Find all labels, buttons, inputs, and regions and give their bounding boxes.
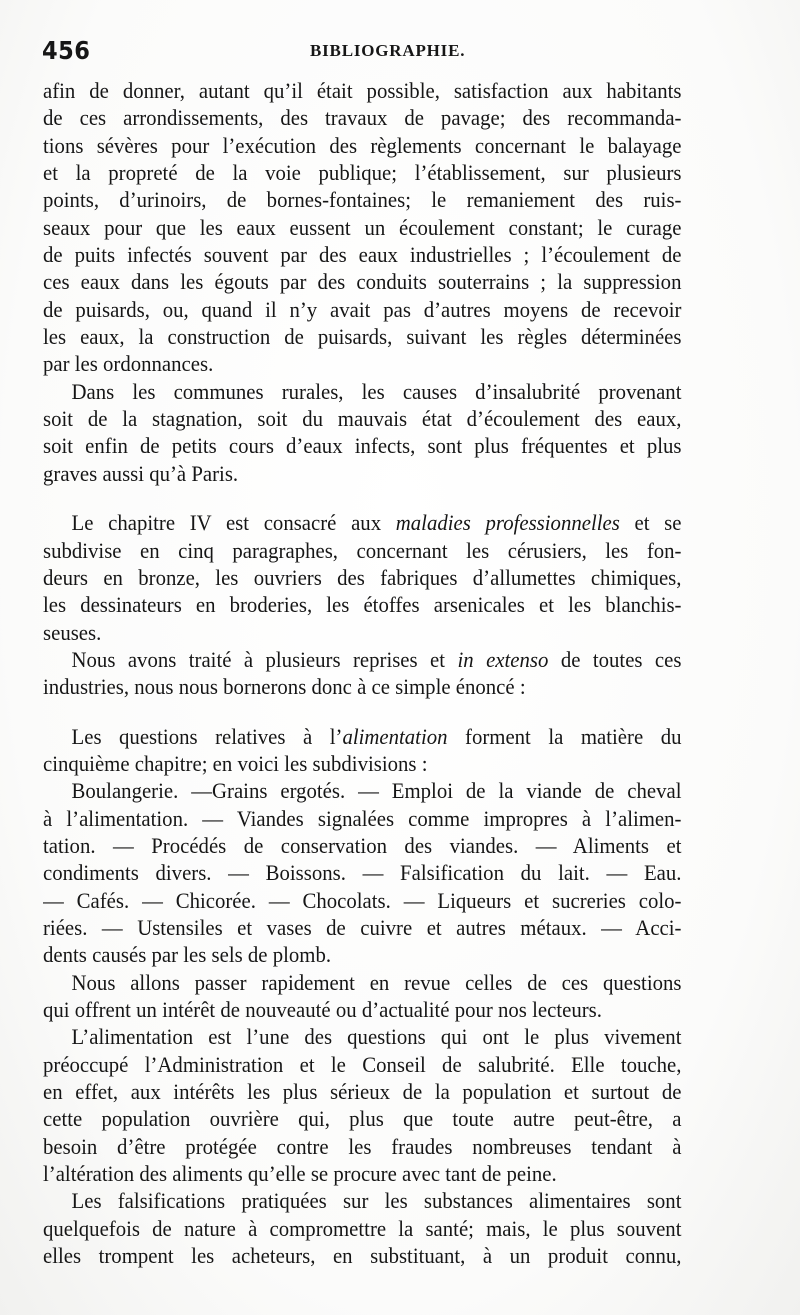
- page-number: 456: [42, 36, 91, 65]
- text-line: préoccupé l’Administration et le Conseil de salubrité. Elle touche,: [43, 1051, 682, 1077]
- text-line: besoin d’être protégée contre les fraudes nombreuses tendant à: [43, 1133, 682, 1159]
- text-line: seuses.: [43, 619, 102, 645]
- text-line: cette population ouvrière qui, plus que toute autre peut-être, a: [43, 1106, 682, 1132]
- paragraph-gap: [43, 487, 681, 509]
- text-line: subdivise en cinq paragraphes, concernant les cérusiers, les fon-: [43, 537, 682, 563]
- running-head: BIBLIOGRAPHIE.: [310, 41, 466, 60]
- text-line: dents causés par les sels de plomb.: [43, 942, 332, 968]
- body-text: [43, 77, 681, 1269]
- text-line: de ces arrondissements, des travaux de pavage; des recommanda-: [43, 105, 682, 131]
- text-line: soit de la stagnation, soit du mauvais état d’écoulement des eaux,: [43, 406, 682, 432]
- text-line: les dessinateurs en broderies, les étoffes arsenicales et les blanchis-: [43, 592, 682, 618]
- text-line: l’altération des aliments qu’elle se procure avec tant de peine.: [43, 1161, 557, 1187]
- text-line: en effet, aux intérêts les plus sérieux de la population et surtout de: [43, 1079, 682, 1105]
- text-line: Boulangerie. —Grains ergotés. — Emploi de la viande de cheval: [71, 778, 682, 804]
- text-line: cinquième chapitre; en voici les subdivisions :: [43, 750, 428, 776]
- text-line: elles trompent les acheteurs, en substituant, à un produit connu,: [43, 1243, 682, 1269]
- text-line: seaux pour que les eaux eussent un écoulement constant; le curage: [43, 214, 682, 240]
- text-line: afin de donner, autant qu’il était possible, satisfaction aux habitants: [43, 78, 682, 103]
- text-line: points, d’urinoirs, de bornes-fontaines; le remaniement des ruis-: [43, 187, 682, 213]
- text-line: graves aussi qu’à Paris.: [43, 460, 239, 486]
- text-line: deurs en bronze, les ouvriers des fabriques d’allumettes chimiques,: [43, 564, 682, 590]
- text-line: tation. — Procédés de conservation des viandes. — Aliments et: [43, 832, 682, 858]
- text-line: Nous allons passer rapidement en revue celles de ces questions: [71, 969, 682, 995]
- text-line: industries, nous nous bornerons donc à ce simple énoncé :: [43, 674, 526, 700]
- italic-term: maladies professionnelles: [395, 510, 620, 536]
- text-line: soit enfin de petits cours d’eaux infects, sont plus fréquentes et plus: [43, 433, 682, 459]
- page-header: [42, 36, 732, 70]
- text-line: et la propreté de la voie publique; l’établissement, sur plusieurs: [43, 160, 682, 186]
- text-line: de puits infectés souvent par des eaux industrielles ; l’écoulement de: [43, 242, 682, 268]
- text-line: de puisards, ou, quand il n’y avait pas d’autres moyens de recevoir: [43, 296, 682, 322]
- text-line: tions sévères pour l’exécution des règlements concernant le balayage: [43, 132, 682, 158]
- text-line: Nous avons traité à plusieurs reprises et in extenso de toutes ces: [71, 646, 682, 672]
- text-line: ces eaux dans les égouts par des conduits souterrains ; la suppression: [43, 269, 682, 295]
- text-line: par les ordonnances.: [43, 351, 214, 377]
- text-line: qui offrent un intérêt de nouveauté ou d’actualité pour nos lecteurs.: [43, 997, 602, 1022]
- text-line: quelquefois de nature à compromettre la santé; mais, le plus souvent: [43, 1215, 682, 1241]
- text-line: Dans les communes rurales, les causes d’insalubrité provenant: [71, 378, 682, 404]
- text-line: les eaux, la construction de puisards, suivant les règles déterminées: [43, 324, 682, 350]
- text-line: condiments divers. — Boissons. — Falsification du lait. — Eau.: [43, 860, 682, 886]
- text-line: L’alimentation est l’une des questions qui ont le plus vivement: [71, 1024, 682, 1050]
- paragraph-gap: [43, 701, 681, 723]
- text-line: à l’alimentation. — Viandes signalées comme impropres à l’alimen-: [43, 805, 682, 831]
- text-line: riées. — Ustensiles et vases de cuivre et autres métaux. — Acci-: [43, 914, 682, 940]
- italic-term: alimentation: [342, 723, 448, 749]
- text-line: Les falsifications pratiquées sur les substances alimentaires sont: [71, 1188, 682, 1214]
- text-line: Les questions relatives à l’alimentation forment la matière du: [71, 723, 682, 749]
- text-line: — Cafés. — Chicorée. — Chocolats. — Liqueurs et sucreries colo-: [43, 887, 682, 913]
- text-line: Le chapitre IV est consacré aux maladies professionnelles et se: [71, 510, 682, 536]
- italic-term: in extenso: [457, 646, 549, 672]
